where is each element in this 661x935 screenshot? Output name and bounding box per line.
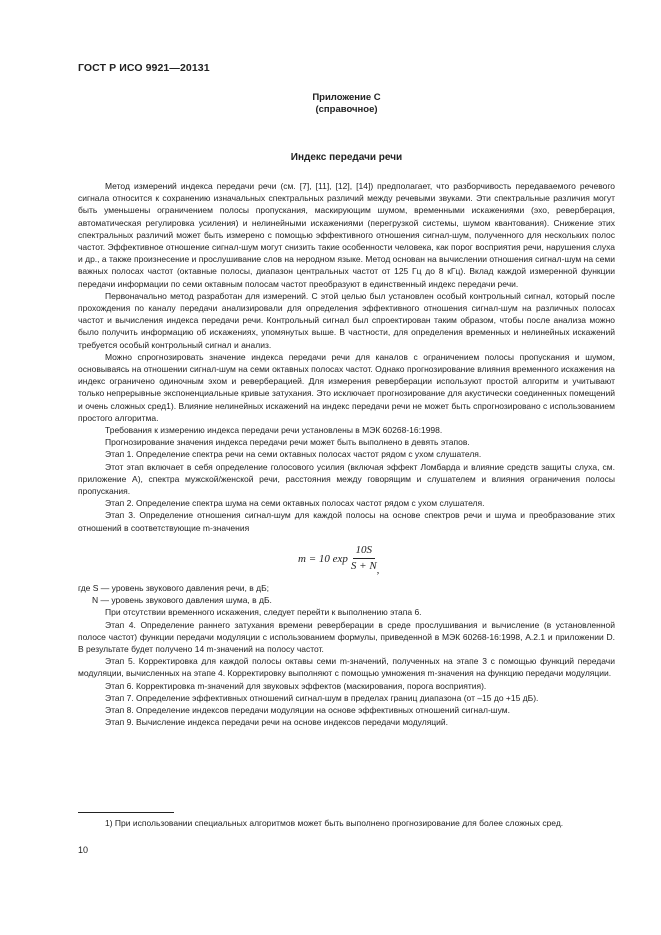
paragraph-tail: 1). Влияние нелинейных искажений на индекс передачи речи не может быть спрогнозировано с использованием простого алгоритма. bbox=[78, 400, 615, 423]
where-line: где S — уровень звукового давления речи, в дБ; bbox=[78, 582, 270, 593]
formula-lhs: m = 10 exp bbox=[298, 552, 348, 565]
paragraph: Этап 7. Определение эффективных отношений сигнал-шум в пределах границ диапазона (от –15 до +15 дБ). bbox=[105, 692, 539, 703]
formula-fraction bbox=[351, 544, 377, 573]
paragraph: Метод измерений индекса передачи речи (см. [7], [11], [12], [14]) предполагает, что разборчивость передаваемого речевого сигнала относится к сохранению изначальных спектральных различий между речевыми звуками. Эти спектральные различия могут быть уменьшены ограничением полосы пропускания, маскирующим шумом, временными искажениями (эхо, реверберация, автоматическая регулировка усиления) и нелинейными искажениями (перегрузкой системы, шумом квантования). Снижение этих спектральных различий может быть измерено с помощью эффективного отношения сигнал-шум, полученного для нескольких полос частот. Эффективное отношение сигнал-шум могут снизить такие особенности человека, как порог восприятия речи, нарушения слуха и др., а также произнесение и прослушивание слов на неродном языке. Метод основан на вычислении отношения сигнал-шум на семи важных полосах частот (октавные полосы, диапазон центральных частот от 125 Гц до 8 кГц). Вклад каждой измеренной функции передачи информации по семи октавным полосам частот преобразуют в единственный индекс передачи речи. bbox=[78, 181, 615, 289]
paragraph: Этап 8. Определение индексов передачи модуляции на основе эффективных отношений сигнал-шум. bbox=[105, 704, 510, 715]
paragraph: Прогнозирование значения индекса передачи речи может быть выполнено в девять этапов. bbox=[105, 437, 470, 448]
body-text bbox=[78, 180, 615, 728]
formula-denominator: S + N bbox=[350, 560, 377, 573]
footnote: 1) При использовании специальных алгоритмов может быть выполнено прогнозирование для более сложных сред. bbox=[105, 818, 564, 828]
where-line: N — уровень звукового давления шума, в дБ. bbox=[92, 595, 272, 606]
standard-header: ГОСТ Р ИСО 9921—20131 bbox=[78, 62, 210, 74]
paragraph: Этап 6. Корректировка m-значений для звуковых эффектов (маскирования, порога восприятия). bbox=[105, 680, 487, 691]
paragraph-text: Можно спрогнозировать значение индекса передачи речи для каналов с ограничением полосы пропускания и шумом, основываясь на отношении сигнал-шум на семи октавных полосах частот. Однако прогнозирование влияния временного искажения на индекс ограничено одиночным эхом и реверберацией. Для измерения реверберации используют простой алгоритм и учитывают только непрерывные экспоненциальные кривые затухания. Это исключает прогнозирование для акустически соединенных помещений и очень сложных сред bbox=[78, 351, 615, 411]
section-title: Индекс передачи речи bbox=[290, 152, 403, 163]
paragraph: Требования к измерению индекса передачи речи установлены в МЭК 60268-16:1998. bbox=[105, 425, 443, 436]
annex-name: Приложение С bbox=[312, 92, 381, 103]
paragraph: Этап 4. Определение раннего затухания времени реверберации в среде прослушивания и вычисление (в установленной полосе частот) функции передачи модуляции с использованием формулы, приведенной в МЭК 60268-16:1998, А.2.1 и приложении D. В результате будет получено 14 m-значений на полосу частот. bbox=[78, 619, 615, 654]
annex-type: (справочное) bbox=[315, 104, 378, 115]
annex-heading bbox=[78, 92, 615, 116]
paragraph: Этап 1. Определение спектра речи на семи октавных полосах частот рядом с ухом слушателя. bbox=[105, 449, 482, 460]
paragraph bbox=[78, 351, 615, 424]
paragraph: Этап 9. Вычисление индекса передачи речи на основе индексов передачи модуляций. bbox=[105, 717, 449, 728]
footnote-rule bbox=[78, 812, 174, 813]
paragraph: Этап 3. Определение отношения сигнал-шум для каждой полосы на основе спектров речи и шума и преобразование этих отношений в соответствующие m-значения bbox=[78, 510, 615, 533]
paragraph: Первоначально метод разработан для измерений. С этой целью был установлен особый контрольный сигнал, который после прохождения по каналу передачи анализировали для определения эффективного отношения сигнал-шум на различных полосах частот и вычисления индекса передачи речи. Контрольный сигнал был спроектирован таким образом, чтобы после анализа можно было получить информацию об искажениях, упомянутых выше. В частности, для определения временных и нелинейных искажений требуется особый контрольный сигнал и анализ. bbox=[78, 290, 615, 350]
paragraph: Этап 5. Корректировка для каждой полосы октавы семи m-значений, полученных на этапе 3 с помощью функций передачи модуляции, вычисленных на этапе 4. Корректировку выполняют с помощью умножения m-значения на функцию передачи модуляции. bbox=[78, 656, 615, 679]
page-number: 10 bbox=[78, 845, 89, 855]
paragraph: Этот этап включает в себя определение голосового усилия (включая эффект Ломбарда и влияние средств защиты слуха, см. приложение А), спектра мужской/женской речи, расстояния между говорящим и слушателем и влияния ограничения полосы пропускания. bbox=[78, 461, 615, 497]
formula-end: , bbox=[376, 563, 380, 576]
paragraph: Этап 2. Определение спектра шума на семи октавных полосах частот рядом с ухом слушателя. bbox=[105, 498, 485, 509]
formula bbox=[78, 542, 615, 576]
paragraph: При отсутствии временного искажения, следует перейти к выполнению этапа 6. bbox=[105, 607, 422, 618]
formula-numerator: 10S bbox=[353, 544, 376, 559]
